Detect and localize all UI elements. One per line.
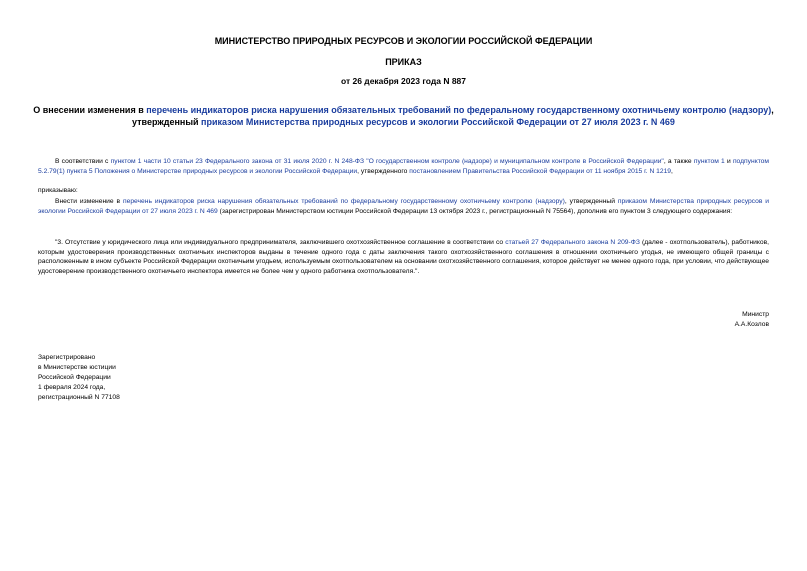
registration-line-5: регистрационный N 77108 (38, 394, 120, 401)
p1-link-subpoint[interactable]: подпунктом 5.2.79(1) пункта 5 Положения о Министерстве природных ресурсов и экологии Российской Федерации (38, 158, 769, 175)
document-title (30, 104, 777, 128)
paragraph-order-word: приказываю: (38, 187, 78, 194)
ministry-name: МИНИСТЕРСТВО ПРИРОДНЫХ РЕСУРСОВ И ЭКОЛОГИИ РОССИЙСКОЙ ФЕДЕРАЦИИ (214, 36, 593, 46)
p3-text-2: , утвержденный (564, 198, 618, 205)
paragraph-amendment (38, 197, 769, 216)
p4-text-2: (далее - охотпользователь), работников, которым удостоверения производственных охотничьих инспекторов выданы в течение одного года с даты заключения такого охотхозяйственного соглашения в отношении охотничьего угодья, не имеющего общей границы с расположенным в ином субъекте Российской Федерации охотничьим угодьем, используемым охотпользователем на основании охотхозяйственного соглашения, которое действует не менее одного года, при условии, что действующее удостоверение производственного охотничьего инспектора имеется не более чем у одного работника охотпользователя.". (38, 239, 770, 275)
p1-text-4: , утвержденного (357, 167, 410, 175)
registration-block (38, 353, 120, 403)
signatory-position: Министр (742, 311, 769, 318)
p3-link-order-469[interactable]: приказом Министерства природных ресурсов и экологии Российской Федерации от 27 июля 2023 г. N 469 (38, 198, 770, 215)
p1-link-point-1[interactable]: пунктом 1 (693, 158, 725, 165)
p4-text-1: "3. Отсутствие у юридического лица или индивидуального предпринимателя, заключившего охотхозяйственное соглашение в соответствии со (55, 239, 506, 246)
signatory-name: А.А.Козлов (734, 321, 769, 328)
p3-link-indicators-list[interactable]: перечень индикаторов риска нарушения обязательных требований по федеральному государственному охотничьему контролю (надзору) (122, 198, 565, 205)
registration-line-3: Российской Федерации (38, 374, 111, 381)
p3-text-3: (зарегистрирован Министерством юстиции Российской Федерации 13 октября 2023 г., регистрационный N 75564), дополнив его пунктом 3 следующего содержания: (217, 207, 733, 215)
p1-link-law-248[interactable]: пунктом 1 части 10 статьи 23 Федерального закона от 31 июля 2020 г. N 248-ФЗ "О государственном контроле (надзоре) и муниципальном контроле в Российской Федерации" (110, 158, 664, 165)
document-date-number: от 26 декабря 2023 года N 887 (340, 76, 467, 86)
registration-line-2: в Министерстве юстиции (38, 364, 116, 371)
paragraph-legal-basis (38, 157, 769, 176)
registration-line-1: Зарегистрировано (38, 354, 96, 361)
title-text-2: , утвержденный (132, 105, 774, 127)
p1-link-decree-1219[interactable]: постановлением Правительства Российской Федерации от 11 ноября 2015 г. N 1219 (409, 167, 672, 175)
p1-text-1: В соответствии с (55, 158, 111, 165)
p1-text-2: , а также (663, 158, 694, 165)
p1-text-5: , (671, 167, 673, 175)
document-type: ПРИКАЗ (385, 57, 422, 67)
p3-text-1: Внести изменение в (55, 198, 123, 205)
registration-line-4: 1 февраля 2024 года, (38, 384, 106, 391)
signature-block (735, 310, 769, 330)
title-link-indicators-list[interactable]: перечень индикаторов риска нарушения обязательных требований по федеральному государственному охотничьему контролю (надзору) (146, 105, 772, 115)
p4-link-article-27[interactable]: статьей 27 Федерального закона N 209-ФЗ (505, 239, 640, 246)
title-text-1: О внесении изменения в (33, 105, 147, 115)
paragraph-new-point-3 (38, 238, 769, 276)
title-link-order-469[interactable]: приказом Министерства природных ресурсов и экологии Российской Федерации от 27 июля 2023 г. N 469 (201, 117, 675, 127)
p1-text-3: и (724, 158, 733, 165)
